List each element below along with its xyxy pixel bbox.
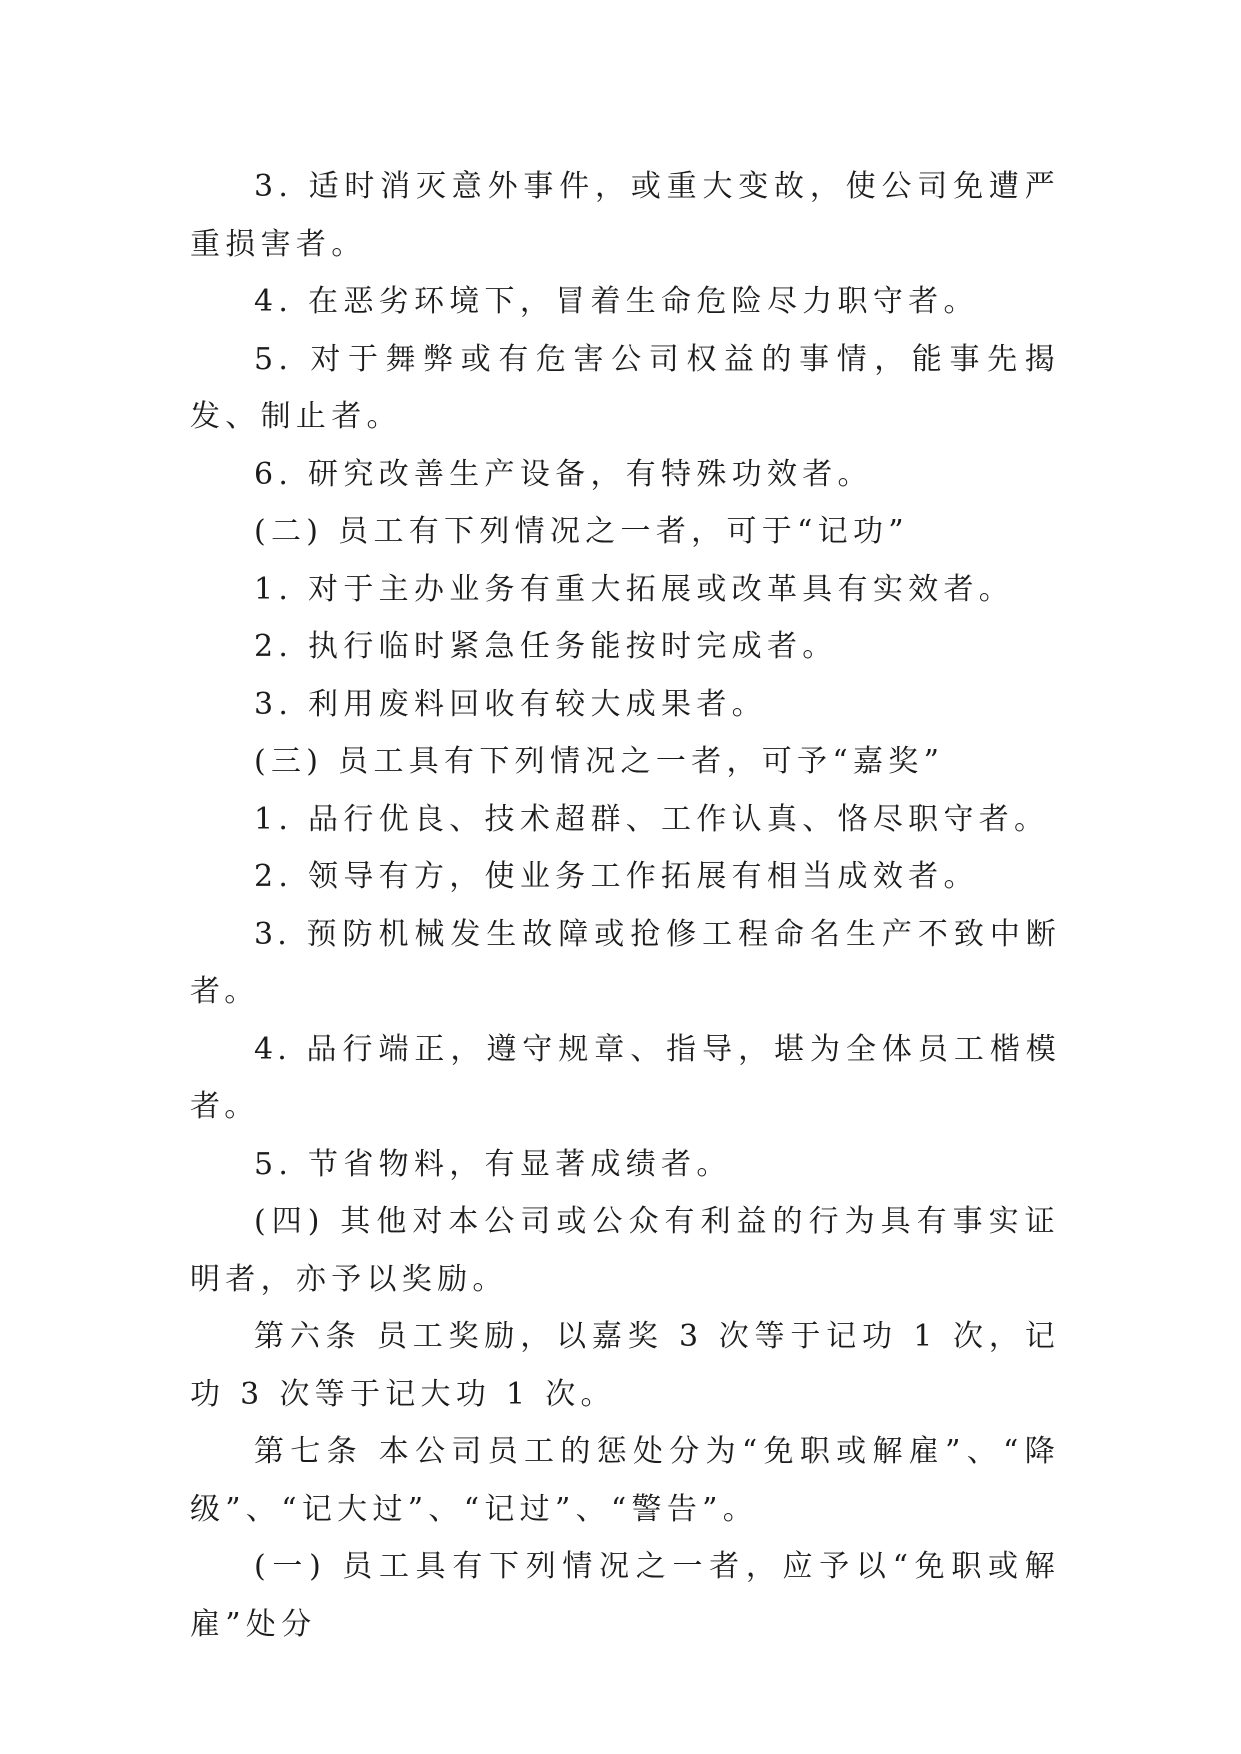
paragraph-item-4b: 4. 品行端正，遵守规章、指导，堪为全体员工楷模者。 [190, 1031, 1060, 1124]
paragraph-item-5: 5. 对于舞弊或有危害公司权益的事情，能事先揭发、制止者。 [190, 341, 1060, 434]
paragraph-item-5b: 5. 节省物料，有显著成绩者。 [254, 1146, 732, 1182]
paragraph-item-2: 2. 执行临时紧急任务能按时完成者。 [254, 629, 838, 664]
section-heading-3: (三) 员工具有下列情况之一者，可予“嘉奖” [254, 744, 945, 779]
paragraph-item-3b: 3. 利用废料回收有较大成果者。 [254, 686, 767, 722]
section-heading-2: (二) 员工有下列情况之一者，可于“记功” [254, 514, 909, 549]
paragraph-item-2b: 2. 领导有方，使业务工作拓展有相当成效者。 [254, 859, 979, 894]
paragraph-item-1b: 1. 品行优良、技术超群、工作认真、恪尽职守者。 [254, 801, 1050, 837]
article-6: 第六条 员工奖励，以嘉奖 3 次等于记功 1 次，记功 3 次等于记大功 1 次。 [190, 1319, 1060, 1412]
section-heading-1: (一) 员工具有下列情况之一者，应予以“免职或解雇”处分 [190, 1549, 1060, 1642]
paragraph-item-4: 4. 在恶劣环境下，冒着生命危险尽力职守者。 [254, 284, 979, 319]
section-heading-4: (四) 其他对本公司或公众有利益的行为具有事实证明者，亦予以奖励。 [190, 1204, 1060, 1297]
document-body [190, 158, 1060, 1653]
paragraph-item-3: 3. 适时消灭意外事件，或重大变故，使公司免遭严重损害者。 [190, 169, 1060, 262]
paragraph-item-1: 1. 对于主办业务有重大拓展或改革具有实效者。 [254, 571, 1015, 607]
paragraph-item-3c: 3. 预防机械发生故障或抢修工程命名生产不致中断者。 [190, 916, 1060, 1009]
paragraph-item-6: 6. 研究改善生产设备，有特殊功效者。 [254, 456, 873, 492]
article-7: 第七条 本公司员工的惩处分为“免职或解雇”、“降级”、“记大过”、“记过”、“警告”。 [190, 1434, 1060, 1527]
